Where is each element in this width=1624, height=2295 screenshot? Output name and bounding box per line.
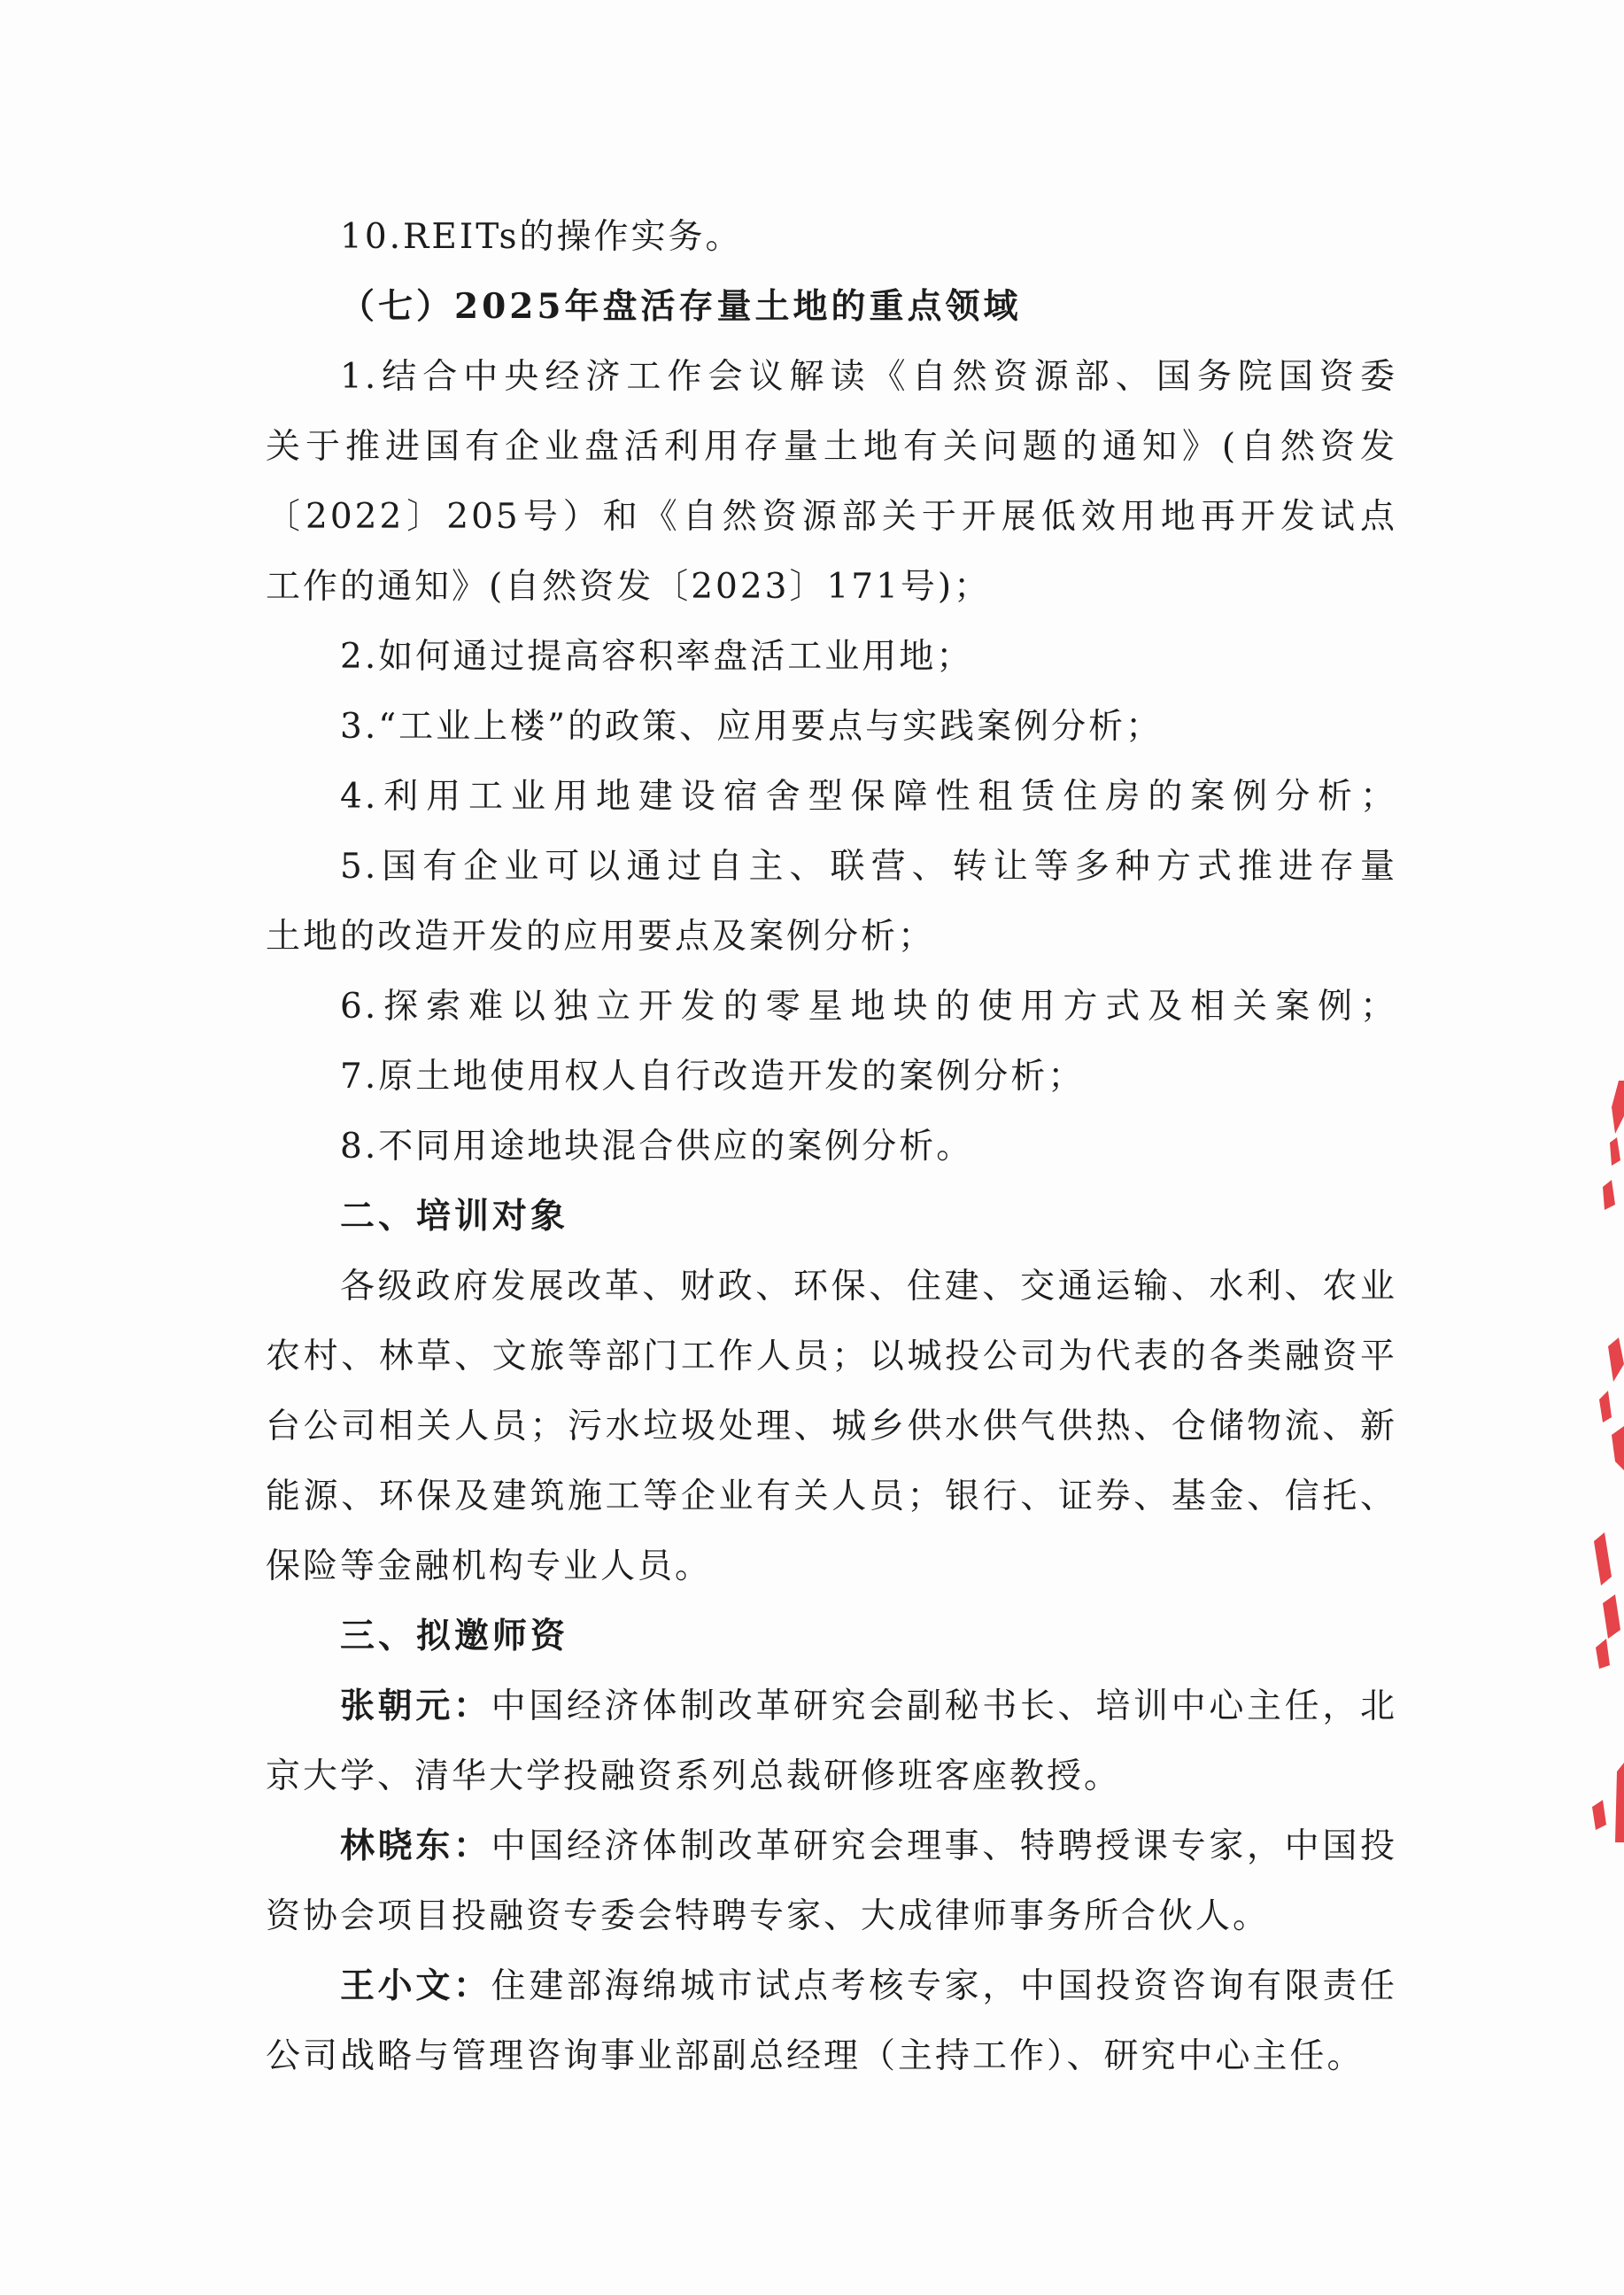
speaker-2-line-1 — [266, 1811, 1397, 1881]
item-5-line-2: 土地的改造开发的应用要点及案例分析； — [266, 917, 936, 957]
speaker-3-line-2: 公司战略与管理咨询事业部副总经理（主持工作）、研究中心主任。 — [266, 2036, 1365, 2076]
item-3: 3.“工业上楼”的政策、应用要点与实践案例分析； — [340, 707, 1164, 747]
item-1-line-1: 1.结合中央经济工作会议解读《自然资源部、国务院国资委 — [340, 357, 1397, 397]
speaker-2-bio: 中国经济体制改革研究会理事、特聘授课专家，中国投 — [491, 1826, 1397, 1866]
item-5-line-1: 5.国有企业可以通过自主、联营、转让等多种方式推进存量 — [340, 847, 1397, 887]
section-heading-3: 三、拟邀师资 — [340, 1616, 569, 1656]
item-10-reits: 10.REITs的操作实务。 — [340, 217, 743, 257]
speaker-2-line-2: 资协会项目投融资专委会特聘专家、大成律师事务所合伙人。 — [266, 1896, 1271, 1936]
section-heading-7: （七）2025年盘活存量土地的重点领域 — [340, 286, 1022, 327]
item-1-line-2: 关于推进国有企业盘活利用存量土地有关问题的通知》(自然资发 — [266, 427, 1397, 467]
section-heading-2: 二、培训对象 — [340, 1196, 569, 1237]
red-seal-fragment — [1576, 1081, 1624, 1842]
speaker-3-line-1 — [266, 1951, 1397, 2021]
item-2: 2.如何通过提高容积率盘活工业用地； — [340, 637, 974, 677]
speaker-2-name: 林晓东： — [340, 1826, 491, 1866]
audience-line-3: 台公司相关人员；污水垃圾处理、城乡供水供气供热、仓储物流、新 — [266, 1407, 1397, 1446]
item-1-line-4: 工作的通知》(自然资发〔2023〕171号)； — [266, 567, 992, 607]
speaker-1-line-1 — [266, 1671, 1397, 1741]
item-1-line-3: 〔2022〕205号）和《自然资源部关于开展低效用地再开发试点 — [266, 497, 1397, 537]
audience-line-4: 能源、环保及建筑施工等企业有关人员；银行、证券、基金、信托、 — [266, 1477, 1397, 1516]
speaker-3-name: 王小文： — [340, 1965, 491, 2006]
item-4: 4.利用工业用地建设宿舍型保障性租赁住房的案例分析； — [340, 777, 1397, 817]
speaker-1-line-2: 京大学、清华大学投融资系列总裁研修班客座教授。 — [266, 1756, 1122, 1796]
item-6: 6.探索难以独立开发的零星地块的使用方式及相关案例； — [340, 987, 1397, 1027]
audience-line-1: 各级政府发展改革、财政、环保、住建、交通运输、水利、农业 — [340, 1267, 1397, 1306]
speaker-3-bio: 住建部海绵城市试点考核专家，中国投资咨询有限责任 — [491, 1966, 1397, 2006]
item-7: 7.原土地使用权人自行改造开发的案例分析； — [340, 1057, 1086, 1097]
speaker-1-bio: 中国经济体制改革研究会副秘书长、培训中心主任，北 — [491, 1686, 1397, 1726]
document-body — [266, 202, 1397, 2091]
audience-line-5: 保险等金融机构专业人员。 — [266, 1547, 713, 1586]
audience-line-2: 农村、林草、文旅等部门工作人员；以城投公司为代表的各类融资平 — [266, 1337, 1397, 1376]
item-8: 8.不同用途地块混合供应的案例分析。 — [340, 1127, 974, 1167]
speaker-1-name: 张朝元： — [340, 1686, 491, 1726]
